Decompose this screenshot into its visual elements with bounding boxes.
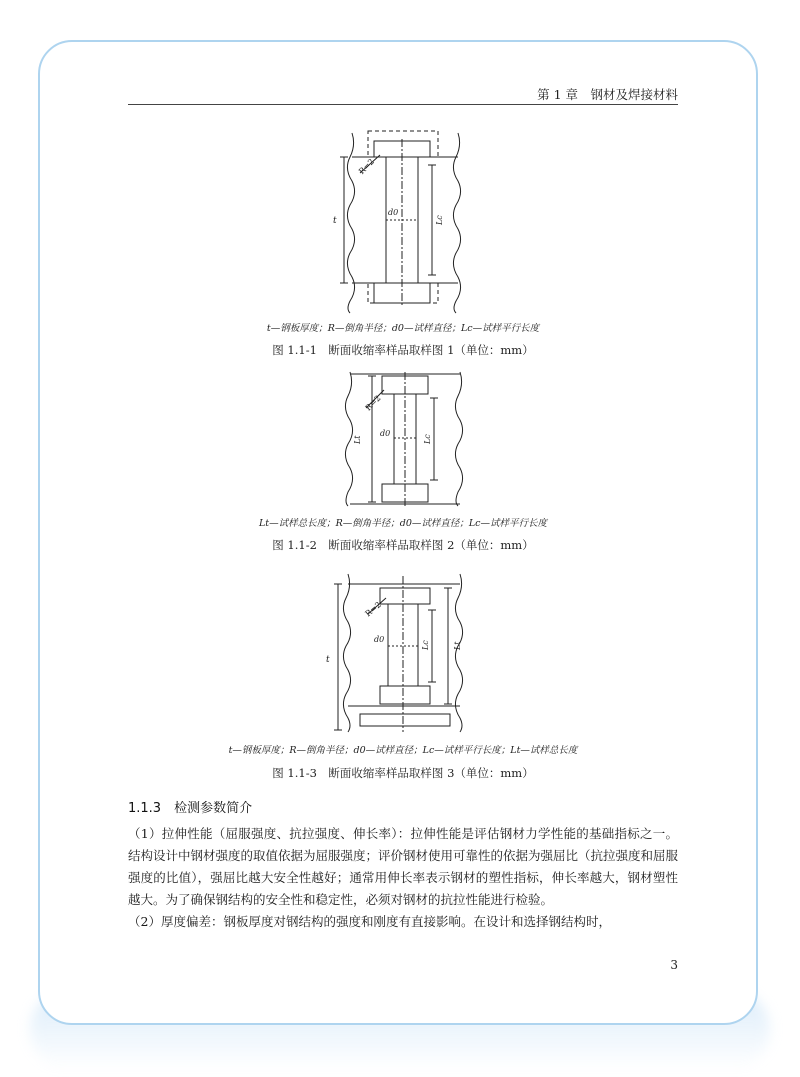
section-heading: 1.1.3 检测参数简介: [128, 801, 253, 816]
fig1-diameter-label: d0: [388, 208, 399, 217]
fig2-radius-label: R=2: [363, 393, 383, 413]
figure-2-caption: 图 1.1-2 断面收缩率样品取样图 2（单位：mm）: [272, 538, 534, 552]
figure-3-legend: t—钢板厚度；R—倒角半径；d0—试样直径；Lc—试样平行长度；Lt—试样总长度: [228, 745, 578, 756]
figure-1-labels: [330, 125, 480, 317]
page-number: 3: [670, 958, 678, 972]
fig3-thickness-label: t: [326, 655, 330, 665]
fig3-radius-label: R=2: [363, 600, 383, 619]
fig1-radius-label: R=2: [357, 157, 377, 177]
figure-2-labels: [338, 368, 470, 510]
figure-3-labels: [320, 570, 490, 738]
fig2-total-length-label: Lt: [353, 435, 362, 444]
fig2-parallel-length-label: Lc: [423, 434, 432, 444]
figure-2-legend: Lt—试样总长度；R—倒角半径；d0—试样直径；Lc—试样平行长度: [258, 518, 548, 529]
fig3-total-length-label: Lt: [453, 641, 462, 650]
figure-3-caption: 图 1.1-3 断面收缩率样品取样图 3（单位：mm）: [272, 766, 534, 780]
figure-1-legend: t—钢板厚度；R—倒角半径；d0—试样直径；Lc—试样平行长度: [266, 323, 540, 334]
fig1-parallel-length-label: Lc: [435, 215, 444, 225]
fig1-thickness-label: t: [333, 216, 337, 226]
fig3-parallel-length-label: Lc: [421, 640, 430, 650]
running-head: 第 1 章 钢材及焊接材料: [537, 87, 678, 102]
fig2-diameter-label: d0: [380, 429, 391, 438]
figure-1-caption: 图 1.1-1 断面收缩率样品取样图 1（单位：mm）: [272, 343, 534, 357]
header-rule: [128, 104, 678, 105]
fig3-diameter-label: d0: [374, 635, 385, 644]
paragraph-tensile: （1）拉伸性能（屈服强度、抗拉强度、伸长率）：拉伸性能是评估钢材力学性能的基础指标之一。结构设计中钢材强度的取值依据为屈服强度；评价钢材使用可靠性的依据为强屈比（抗拉强度和屈服强度的比值），强屈比越大安全性越好；通常用伸长率表示钢材的塑性指标，伸长率越大，钢材塑性越大。为了确保钢结构的安全性和稳定性，必须对钢材的抗拉性能进行检验。: [128, 826, 679, 907]
paragraph-thickness: （2）厚度偏差：钢板厚度对钢结构的强度和刚度有直接影响。在设计和选择钢结构时，: [128, 914, 611, 929]
